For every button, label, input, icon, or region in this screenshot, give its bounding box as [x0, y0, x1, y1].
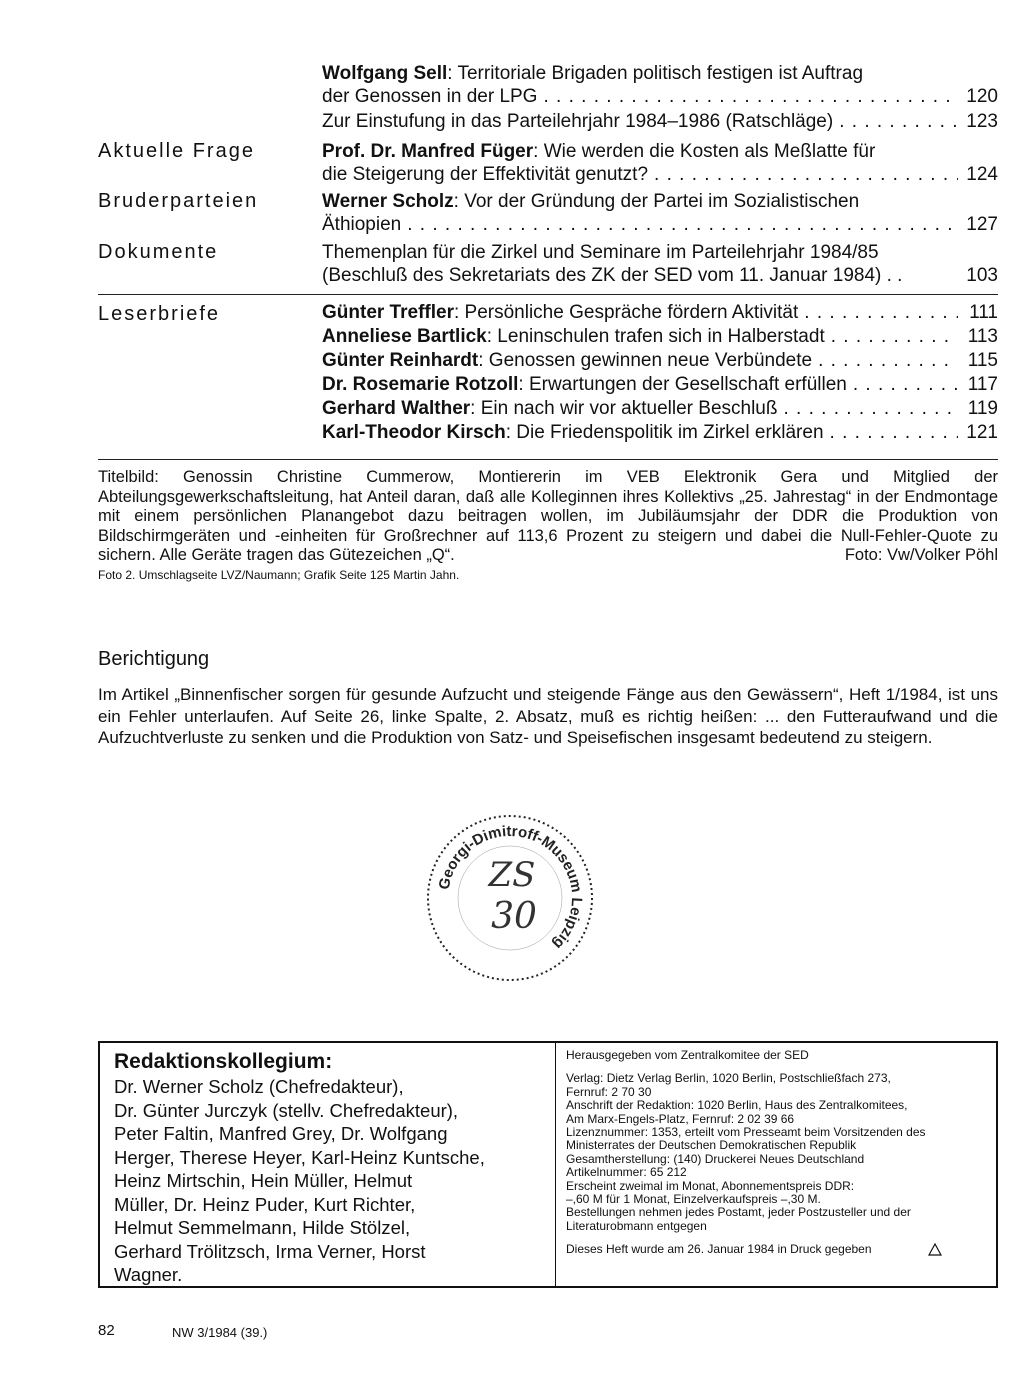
- editorial-board-line: Wagner.: [114, 1264, 183, 1285]
- toc-page-number: 127: [966, 214, 998, 235]
- imprint-line: Verlag: Dietz Verlag Berlin, 1020 Berlin, Postschließfach 273,: [566, 1071, 891, 1086]
- imprint: [566, 1049, 986, 1257]
- toc-page-number: 123: [966, 111, 998, 132]
- toc-entry-4-line1: Werner Scholz: Vor der Gründung der Partei im Sozialistischen: [322, 191, 860, 212]
- dot-leader: [783, 397, 958, 421]
- toc-entry-3-line1: Prof. Dr. Manfred Füger: Wie werden die Kosten als Meßlatte für: [322, 141, 876, 162]
- divider: [98, 294, 998, 295]
- box-divider: [555, 1043, 556, 1286]
- stamp-line-2: 30: [491, 896, 537, 937]
- dot-leader: [830, 421, 958, 445]
- divider: [98, 459, 998, 460]
- editorial-board-line: Helmut Semmelmann, Hilde Stölzel,: [114, 1217, 411, 1238]
- letter-entry: Gerhard Walther: Ein nach wir vor aktueller Beschluß . . . 119: [322, 397, 998, 421]
- section-label-bruderparteien: Bruderparteien: [98, 190, 259, 212]
- editorial-board-line: Müller, Dr. Heinz Puder, Kurt Richter,: [114, 1193, 416, 1215]
- letter-entry: Günter Reinhardt: Genossen gewinnen neue Verbündete . . . 115: [322, 349, 998, 373]
- imprint-line: –,60 M für 1 Monat, Einzelverkaufspreis –,30 M.: [566, 1192, 821, 1207]
- imprint-lines: [566, 1072, 986, 1233]
- imprint-line: Lizenznummer: 1353, erteilt vom Presseamt beim Vorsitzenden des: [566, 1125, 926, 1140]
- toc-entry-4-line2: Äthiopien . . . 127: [322, 213, 998, 237]
- toc-page-number: 111: [969, 302, 998, 323]
- letter-entry: Günter Treffler: Persönliche Gespräche fördern Aktivität . . . 111: [322, 301, 998, 325]
- dot-leader: [804, 301, 958, 325]
- dot-leader: [654, 163, 958, 187]
- imprint-line: Am Marx-Engels-Platz, Fernruf: 2 02 39 66: [566, 1111, 795, 1126]
- letter-entry: Karl-Theodor Kirsch: Die Friedenspolitik im Zirkel erklären . . . 121: [322, 421, 998, 445]
- imprint-print-date: Dieses Heft wurde am 26. Januar 1984 in Druck gegeben: [566, 1242, 872, 1257]
- imprint-print-date-row: [566, 1243, 986, 1256]
- toc-page-number: 119: [967, 398, 998, 419]
- dot-leader: [839, 110, 958, 134]
- stamp-line-1: ZS: [488, 855, 536, 895]
- toc-page-number: 115: [967, 350, 998, 371]
- cover-caption-text: Titelbild: Genossin Christine Cummerow, Montiererin im VEB Elektronik Gera und Mitglied der Abteilungsgewerkschaftsleitung, hat Anteil daran, daß alle Kolleginnen ihres Kollektivs „25. Jahrestag“ in der Endmontage mit einem persönlichen Planangebot dazu beitragen wollen, im Jubiläumsjahr der DDR die Produktion von Bildschirmgeräten und -einheiten für Großrechner auf 113,6 Prozent zu steigern und dabei die Null-Fehler-Quote zu sichern. Alle Geräte tragen das Gütezeichen „Q“.: [98, 468, 998, 564]
- toc-entry-1-line1: Wolfgang Sell: Territoriale Brigaden politisch festigen ist Auftrag: [322, 63, 864, 84]
- correction-text: Im Artikel „Binnenfischer sorgen für gesunde Aufzucht und steigende Fänge aus den Gewässern“, Heft 1/1984, ist uns ein Fehler unterlaufen. Auf Seite 26, linke Spalte, 2. Absatz, muß es richtig heißen: ... den Futteraufwand und die Aufzuchtverluste zu senken und die Produktion von Satz- und Speisefischen insgesamt bedeutend zu steigern.: [98, 685, 998, 747]
- toc-entry-1-line2: der Genossen in der LPG . . . 120: [322, 85, 998, 109]
- issue-label: NW 3/1984 (39.): [172, 1325, 268, 1340]
- photo-credits: Foto 2. Umschlagseite LVZ/Naumann; Grafik Seite 125 Martin Jahn.: [98, 568, 460, 582]
- editorial-board-line: Herger, Therese Heyer, Karl-Heinz Kuntsche,: [114, 1146, 485, 1168]
- cover-caption: [98, 468, 998, 566]
- section-label-leserbriefe: Leserbriefe: [98, 303, 221, 325]
- page-number: 82: [98, 1322, 115, 1339]
- imprint-line: Gesamtherstellung: (140) Druckerei Neues Deutschland: [566, 1151, 865, 1166]
- editorial-box: [98, 1041, 998, 1288]
- museum-stamp: [420, 808, 600, 988]
- imprint-line: Bestellungen nehmen jedes Postamt, jeder Postzusteller und der: [566, 1205, 911, 1220]
- toc-page-number: 103: [966, 265, 998, 286]
- imprint-line: Fernruf: 2 70 30: [566, 1084, 652, 1099]
- imprint-line: Anschrift der Redaktion: 1020 Berlin, Haus des Zentralkomitees,: [566, 1098, 908, 1113]
- editorial-board-line: Heinz Mirtschin, Hein Müller, Helmut: [114, 1170, 413, 1191]
- toc-page-number: 121: [966, 422, 998, 443]
- imprint-line: Literaturobmann entgegen: [566, 1218, 707, 1233]
- toc-page-number: 117: [967, 374, 998, 395]
- dot-leader: [407, 213, 958, 237]
- dot-leader: [543, 85, 958, 109]
- editorial-board-lines: [114, 1075, 550, 1287]
- editorial-board-title: Redaktionskollegium:: [114, 1050, 333, 1073]
- stamp-ring-text: Georgi-Dimitroff-Museum Leipzig: [435, 822, 586, 953]
- toc-entry-5-line1: Themenplan für die Zirkel und Seminare im Parteilehrjahr 1984/85: [322, 242, 879, 263]
- dot-leader: [818, 349, 958, 373]
- toc-entry-5-line2: (Beschluß des Sekretariats des ZK der SED vom 11. Januar 1984) . . 103: [322, 265, 998, 286]
- editorial-board-line: Dr. Werner Scholz (Chefredakteur),: [114, 1076, 404, 1097]
- letter-entry: Anneliese Bartlick: Leninschulen trafen sich in Halberstadt . . . 113: [322, 325, 998, 349]
- section-label-aktuelle-frage: Aktuelle Frage: [98, 140, 255, 162]
- correction-heading: Berichtigung: [98, 648, 210, 670]
- toc-page-number: 124: [966, 164, 998, 185]
- editorial-board-line: Dr. Günter Jurczyk (stellv. Chefredakteur),: [114, 1099, 459, 1121]
- editorial-board-line: Gerhard Trölitzsch, Irma Verner, Horst: [114, 1240, 426, 1262]
- dot-leader: [831, 325, 958, 349]
- letter-entry: Dr. Rosemarie Rotzoll: Erwartungen der Gesellschaft erfüllen . . . 117: [322, 373, 998, 397]
- triangle-icon: [928, 1243, 942, 1256]
- dot-leader: [853, 373, 958, 397]
- imprint-line: Artikelnummer: 65 212: [566, 1165, 687, 1180]
- cover-photo-credit: Foto: Vw/Volker Pöhl: [844, 546, 998, 564]
- toc-entry-3-line2: die Steigerung der Effektivität genutzt? . . . 124: [322, 163, 998, 187]
- toc-page-number: 113: [967, 326, 998, 347]
- editorial-board: [114, 1049, 550, 1287]
- imprint-publisher: Herausgegeben vom Zentralkomitee der SED: [566, 1048, 809, 1062]
- section-label-dokumente: Dokumente: [98, 241, 219, 263]
- imprint-line: Erscheint zweimal im Monat, Abonnementspreis DDR:: [566, 1178, 855, 1193]
- editorial-board-line: Peter Faltin, Manfred Grey, Dr. Wolfgang: [114, 1123, 448, 1144]
- toc-page-number: 120: [966, 86, 998, 107]
- toc-entry-2: Zur Einstufung in das Parteilehrjahr 1984–1986 (Ratschläge) . . . 123: [322, 110, 998, 134]
- imprint-line: Ministerrates der Deutschen Demokratischen Republik: [566, 1138, 857, 1153]
